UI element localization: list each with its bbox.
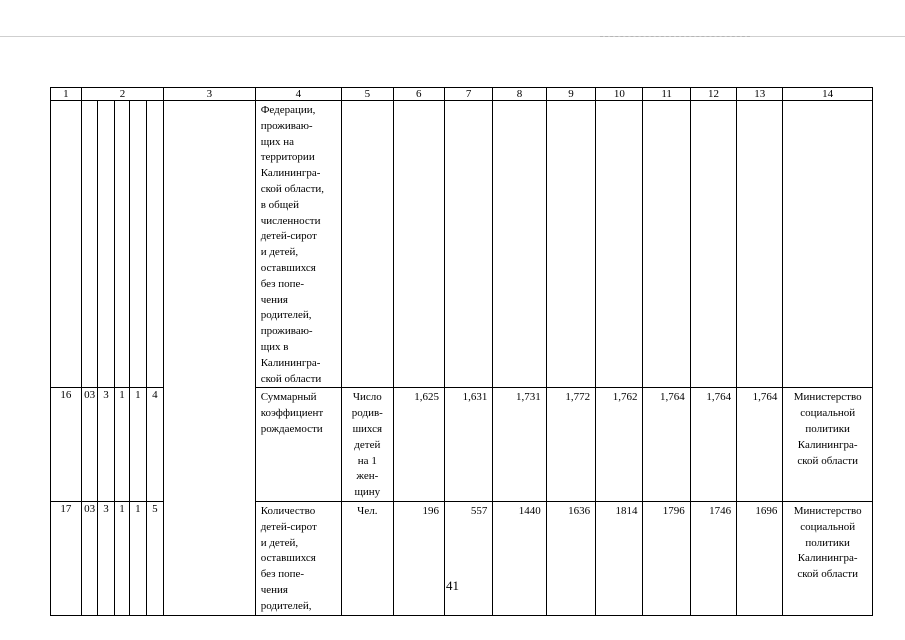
header-col-6: 6 xyxy=(393,88,444,101)
header-col-13: 13 xyxy=(737,88,783,101)
code-cell: 1 xyxy=(130,501,146,615)
value-text xyxy=(547,101,595,103)
value-cell xyxy=(690,388,736,502)
value-text: 1,764 xyxy=(660,391,685,404)
code-cell xyxy=(130,101,146,388)
responsible-text xyxy=(783,101,872,103)
unit-text xyxy=(342,101,392,103)
indicator-name xyxy=(255,388,341,502)
header-col-11: 11 xyxy=(643,88,690,101)
value-text: 1,764 xyxy=(752,391,778,404)
value-text: 1,625 xyxy=(414,391,439,404)
indicator-name xyxy=(255,101,341,388)
code-cell: 03 xyxy=(81,501,97,615)
value-text: 1796 xyxy=(662,504,685,517)
header-col-14: 14 xyxy=(783,88,873,101)
indicators-table xyxy=(50,87,873,616)
value-cell xyxy=(690,101,736,388)
header-col-10: 10 xyxy=(596,88,643,101)
unit-text: Чел. xyxy=(357,504,378,517)
value-text xyxy=(493,101,545,103)
header-col-5: 5 xyxy=(342,88,393,101)
code-cell xyxy=(81,101,97,388)
code-cell: 1 xyxy=(130,388,146,502)
value-text: 1,764 xyxy=(706,391,732,404)
value-text xyxy=(394,101,444,103)
value-cell xyxy=(393,101,444,388)
value-text xyxy=(643,101,689,103)
value-text: 1696 xyxy=(755,504,778,517)
indicator-name-text: Суммарный коэффициент рождаемости xyxy=(260,391,324,435)
scan-top-dashed-line xyxy=(600,36,750,37)
value-cell xyxy=(546,501,595,615)
value-text: 1,772 xyxy=(565,391,591,404)
value-cell xyxy=(493,501,546,615)
header-row xyxy=(51,88,873,101)
code-cell: 1 xyxy=(114,388,129,502)
value-text xyxy=(691,101,736,103)
value-cell xyxy=(444,388,492,502)
header-col-1: 1 xyxy=(51,88,82,101)
row-number: 17 xyxy=(51,501,82,615)
header-col-8: 8 xyxy=(493,88,546,101)
unit-cell xyxy=(342,501,393,615)
value-cell xyxy=(596,101,643,388)
indicator-name-text: Количество детей-сирот и детей, оставшихся без попе- чения родителей, xyxy=(260,504,317,612)
value-cell xyxy=(493,101,546,388)
responsible-cell xyxy=(783,101,873,388)
unit-cell xyxy=(342,388,393,502)
responsible-cell xyxy=(783,501,873,615)
value-cell xyxy=(546,101,595,388)
page-number: 41 xyxy=(446,578,459,593)
value-cell xyxy=(493,388,546,502)
value-cell xyxy=(444,101,492,388)
code-cell: 3 xyxy=(98,388,114,502)
value-cell xyxy=(393,388,444,502)
value-text: 1,631 xyxy=(462,391,488,404)
col-3-merged-cell xyxy=(164,101,256,616)
header-col-4: 4 xyxy=(255,88,341,101)
value-cell xyxy=(596,388,643,502)
value-text xyxy=(445,101,492,103)
code-cell xyxy=(146,101,164,388)
header-col-9: 9 xyxy=(546,88,595,101)
code-cell: 5 xyxy=(146,501,164,615)
header-col-12: 12 xyxy=(690,88,736,101)
value-cell xyxy=(643,101,690,388)
row-number: 16 xyxy=(51,388,82,502)
responsible-text: Министерство социальной политики Калинингра- ской области xyxy=(793,504,862,581)
value-cell xyxy=(393,501,444,615)
header-col-2: 2 xyxy=(81,88,163,101)
value-cell xyxy=(690,501,736,615)
value-text: 1746 xyxy=(709,504,732,517)
value-cell xyxy=(737,388,783,502)
value-cell xyxy=(737,101,783,388)
value-text: 196 xyxy=(422,504,439,517)
responsible-cell xyxy=(783,388,873,502)
value-text: 1,731 xyxy=(516,391,541,404)
responsible-text: Министерство социальной политики Калинингра- ской области xyxy=(793,391,862,467)
value-text: 1440 xyxy=(518,504,541,517)
value-cell xyxy=(444,501,492,615)
value-cell xyxy=(596,501,643,615)
code-cell: 1 xyxy=(114,501,129,615)
value-cell xyxy=(546,388,595,502)
row-number xyxy=(51,101,82,388)
header-col-3: 3 xyxy=(164,88,256,101)
table-row xyxy=(51,101,873,388)
header-col-7: 7 xyxy=(444,88,492,101)
value-text: 557 xyxy=(470,504,488,517)
value-text: 1814 xyxy=(615,504,638,517)
code-cell xyxy=(98,101,114,388)
code-cell: 03 xyxy=(81,388,97,502)
unit-text: Число родив- шихся детей на 1 жен- щину xyxy=(351,391,383,499)
indicator-name-text: Федерации, проживаю- щих на территории Калинингра- ской области, в общей численности детей-сирот и детей, оставшихся без попе- чения родителей, проживаю- щих в Калинингра- ской области xyxy=(260,104,325,385)
unit-cell xyxy=(342,101,393,388)
value-text: 1636 xyxy=(568,504,591,517)
value-cell xyxy=(643,501,690,615)
code-cell: 3 xyxy=(98,501,114,615)
code-cell: 4 xyxy=(146,388,164,502)
value-text xyxy=(596,101,642,103)
code-cell xyxy=(114,101,129,388)
scan-top-line xyxy=(0,36,905,37)
value-text xyxy=(737,101,782,103)
value-cell xyxy=(737,501,783,615)
value-text: 1,762 xyxy=(612,391,638,404)
indicator-name xyxy=(255,501,341,615)
value-cell xyxy=(643,388,690,502)
